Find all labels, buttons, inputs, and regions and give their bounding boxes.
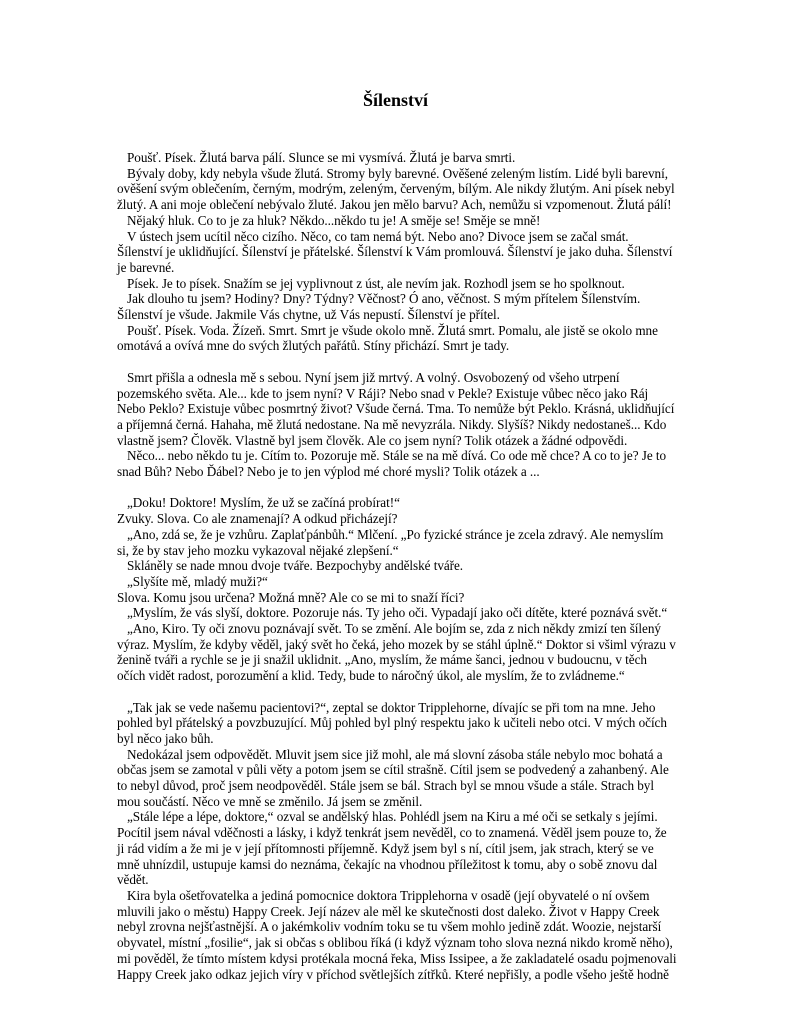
paragraph: „Doku! Doktore! Myslím, že už se začíná probírat!“: [127, 495, 400, 511]
paragraph: Slova. Komu jsou určena? Možná mně? Ale co se mi to snaží říci?: [117, 589, 465, 605]
paragraph: V ústech jsem ucítil něco cizího. Něco, co tam nemá být. Nebo ano? Divoce jsem se začal smát. Šílenství je uklidňující. Šílenství je přátelské. Šílenství k Vám promlouvá. Šílenství je jako duha. Šílenství je barevné.: [117, 228, 673, 275]
paragraph: „Ano, zdá se, že je vzhůru. Zaplaťpánbůh.“ Mlčení. „Po fyzické stránce je zcela zdravý. Ale nemyslím si, že by stav jeho mozku vykazoval nějaké zlepšení.“: [117, 526, 664, 558]
paragraph: Poušť. Písek. Voda. Žízeň. Smrt. Smrt je všude okolo mně. Žlutá smrt. Pomalu, ale jistě se okolo mne omotává a ovívá mne do svých žlutých pařátů. Stíny přichází. Smrt je tady.: [117, 322, 658, 354]
paragraph: Něco... nebo někdo tu je. Cítím to. Pozoruje mě. Stále se na mě dívá. Co ode mě chce? A co to je? Je to snad Bůh? Nebo Ďábel? Nebo je to jen výplod mé choré mysli? Tolik otázek a ...: [117, 448, 667, 480]
paragraph: „Slyšíte mě, mladý muži?“: [127, 573, 268, 589]
paragraph: Zvuky. Slova. Co ale znamenají? A odkud přicházejí?: [117, 511, 398, 527]
paragraph: „Stále lépe a lépe, doktore,“ ozval se andělský hlas. Pohlédl jsem na Kiru a mé oči se setkaly s jejími. Pocítil jsem nával vděčnosti a lásky, i když tenkrát jsem nevěděl, co to znamená. Věděl jsem pouze to, že ji rád vidím a že mi je v její přítomnosti příjemně. Když jsem byl s ní, cítil jsem, jak strach, který se ve mně uhnízdil, ustupuje kamsi do neznáma, čekajíc na vhodnou příležitost k tomu, aby o sobě znovu dal vědět.: [117, 809, 667, 888]
page-title: Šílenství: [362, 90, 428, 110]
paragraph: Kira byla ošetřovatelka a jediná pomocnice doktora Tripplehorna v osadě (její obyvatelé o ní ovšem mluvili jako o městu) Happy Creek. Její název ale měl ke skutečnosti dost daleko. Život v Happy Creek nebyl zrovna nejšťastnější. A o jakémkoliv vodním toku se tu všem mohlo jedině zdát. Woozie, nejstarší obyvatel, místní „fosilie“, jak si občas s oblibou říká (i když význam toho slova nezná nikdo kromě něho), mi pověděl, že tímto místem kdysi protékala mocná řeka, Miss Issipee, a že zakladatelé osadu pojmenovali Happy Creek jako odkaz jejich víry v příchod světlejších zítřků. Které nepřišly, a podle všeho ještě hodně: [117, 888, 677, 982]
paragraph: Poušť. Písek. Žlutá barva pálí. Slunce se mi vysmívá. Žlutá je barva smrti.: [127, 150, 516, 165]
paragraph: Skláněly se nade mnou dvoje tváře. Bezpochyby andělské tváře.: [127, 558, 464, 574]
paragraph: Písek. Je to písek. Snažím se jej vyplivnout z úst, ale nevím jak. Rozhodl jsem se ho spolknout.: [127, 275, 625, 291]
paragraph: Bývaly doby, kdy nebyla všude žlutá. Stromy byly barevné. Ověšené zeleným listím. Lidé byli barevní, ověšení svým oblečením, černým, modrým, zeleným, červeným, bílým. Ale nikdy žlutým. Ani písek nebyl žlutý. A ani moje oblečení nebývalo žluté. Jakou jen mělo barvu? Ach, nemůžu si vzpomenout. Žlutá pálí!: [117, 165, 675, 213]
paragraph: „Myslím, že vás slyší, doktore. Pozoruje nás. Ty jeho oči. Vypadají jako oči dítěte, které poznává svět.“: [127, 605, 668, 621]
paragraph: Nedokázal jsem odpovědět. Mluvit jsem sice již mohl, ale má slovní zásoba stále nebylo moc bohatá a občas jsem se zamotal v půli věty a potom jsem se cítil strašně. Cítil jsem se podvedený a zahanbený. Ale to nebyl důvod, proč jsem neodpověděl. Stále jsem se bál. Strach byl se mnou všude a stále. Strach byl mou součástí. Něco ve mně se změnilo. Já jsem se změnil.: [117, 746, 669, 809]
paragraph: „Ano, Kiro. Ty oči znovu poznávají svět. To se změní. Ale bojím se, zda z nich někdy zmizí ten šílený výraz. Myslím, že kdyby věděl, jaký svět ho čeká, jeho mozek by se stáhl úplně.“ Doktor si všiml výrazu v ženině tváři a rychle se je ji snažil uklidnit. „Ano, myslím, že máme šanci, jednou v budoucnu, v těch očích vidět radost, porozumění a klid. Tedy, bude to náročný úkol, ale myslím, že to zvládneme.“: [117, 621, 676, 684]
paragraph: Jak dlouho tu jsem? Hodiny? Dny? Týdny? Věčnost? Ó ano, věčnost. S mým přítelem Šílenstvím. Šílenství je všude. Jakmile Vás chytne, už Vás nepustí. Šílenství je přítel.: [117, 291, 641, 323]
paragraph: Smrt přišla a odnesla mě s sebou. Nyní jsem již mrtvý. A volný. Osvobozený od všeho utrpení pozemského světa. Ale... kde to jsem nyní? V Ráji? Nebo snad v Pekle? Existuje vůbec něco jako Ráj Nebo Peklo? Existuje vůbec posmrtný život? Všude černá. Tma. To nemůže být Peklo. Krásná, uklidňující a příjemná černá. Hahaha, mě žlutá nedostane. Na mě nevyzrála. Nikdy. Slyšíš? Nikdy nedostaneš... Kdo vlastně jsem? Člověk. Vlastně byl jsem člověk. Ale co jsem nyní? Tolik otázek a žádné odpovědi.: [117, 369, 675, 448]
paragraph: „Tak jak se vede našemu pacientovi?“, zeptal se doktor Tripplehorne, dívajíc se při tom na mne. Jeho pohled byl přátelský a povzbuzující. Můj pohled byl plný respektu jako k učiteli nebo otci. V mých očích byl něco jako bůh.: [117, 699, 667, 746]
paragraph: Nějaký hluk. Co to je za hluk? Někdo...někdo tu je! A směje se! Směje se mně!: [127, 212, 541, 228]
document-body: [117, 150, 677, 982]
